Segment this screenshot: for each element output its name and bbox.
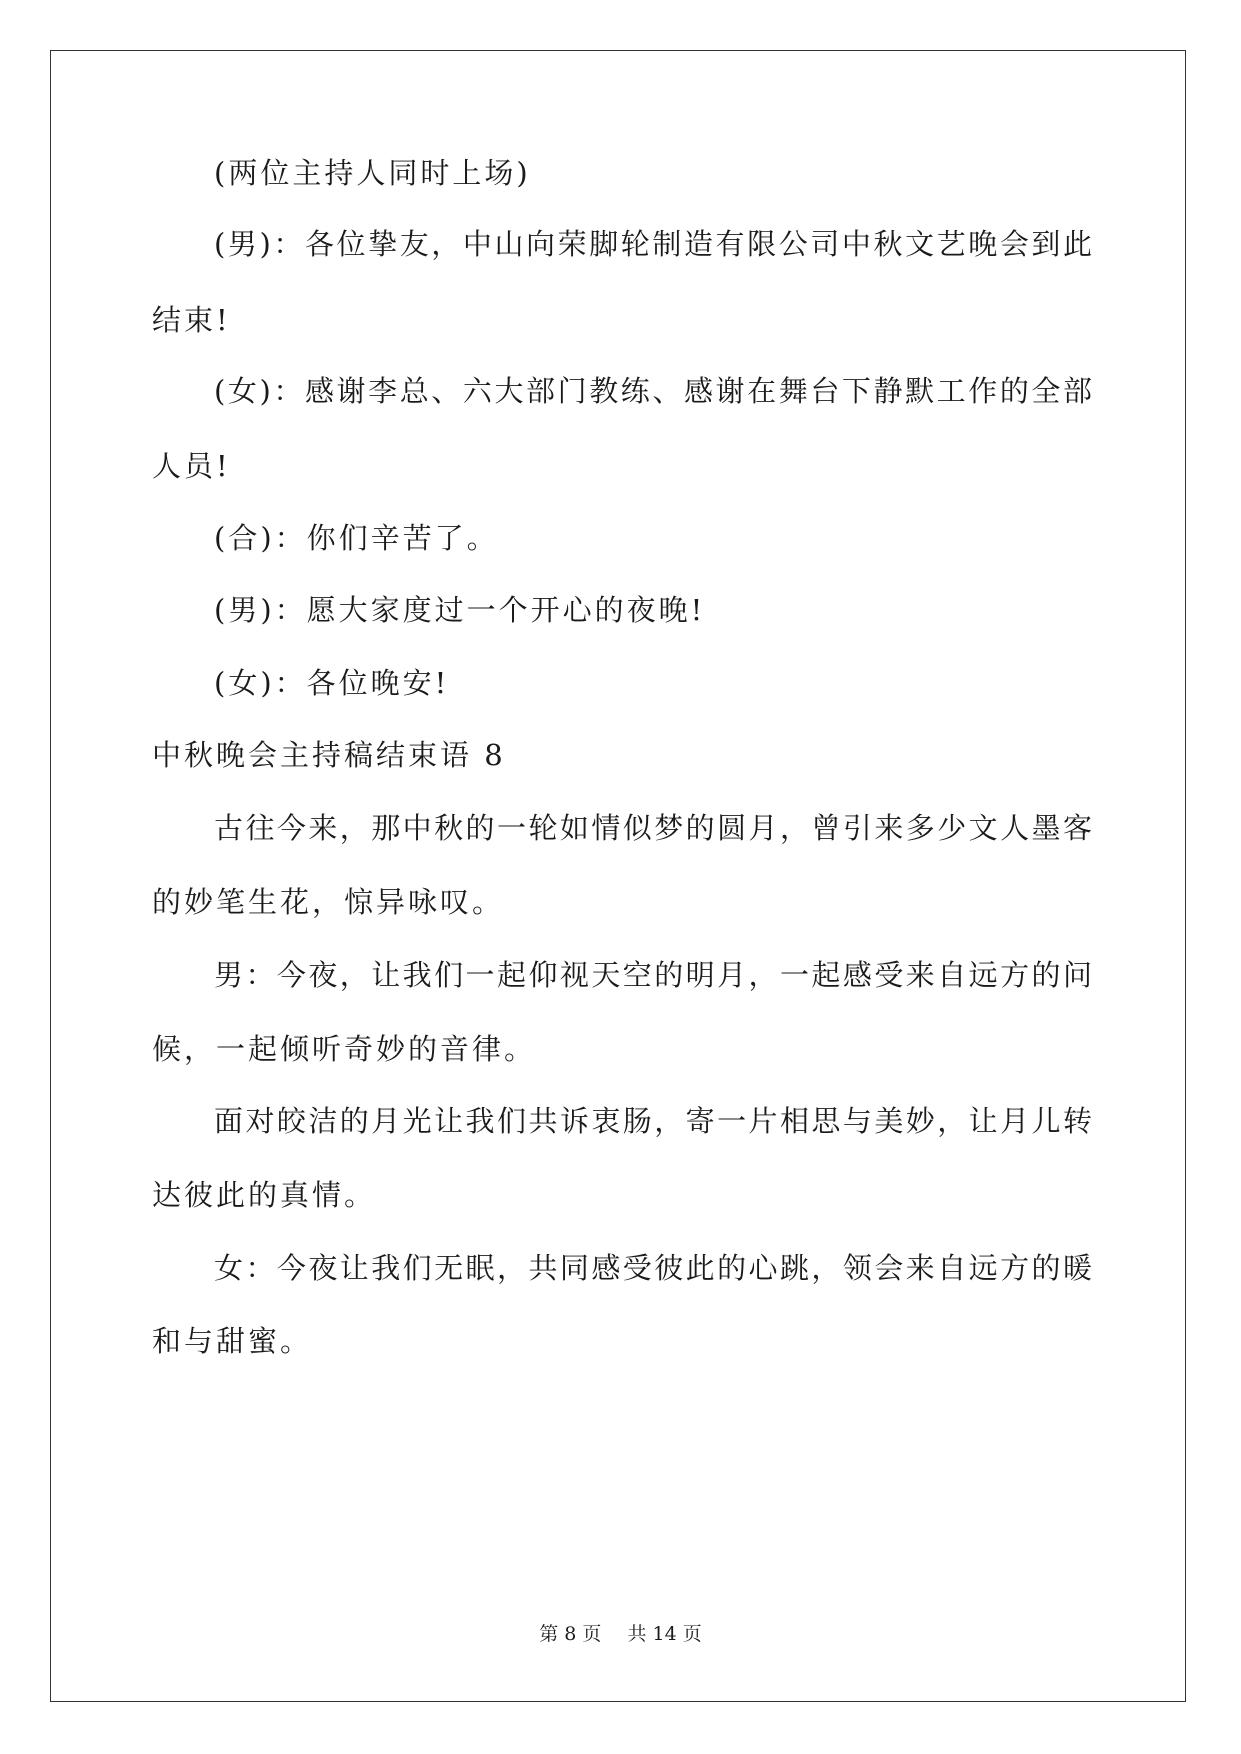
text-line: (男)：各位挚友，中山向荣脚轮制造有限公司中秋文艺晚会到此 <box>214 227 1092 261</box>
text-line: (合)：你们辛苦了。 <box>214 521 499 555</box>
text-line: (女)：感谢李总、六大部门教练、感谢在舞台下静默工作的全部 <box>214 374 1092 408</box>
total-pages: 共 14 页 <box>627 1623 702 1645</box>
text-line: 达彼此的真情。 <box>152 1178 377 1212</box>
text-line: 和与甜蜜。 <box>152 1324 313 1358</box>
text-line: 候，一起倾听奇妙的音律。 <box>152 1032 537 1066</box>
text-line: 男：今夜，让我们一起仰视天空的明月，一起感受来自远方的问 <box>214 958 1092 992</box>
page-border <box>50 50 1186 1702</box>
text-line: 古往今来，那中秋的一轮如情似梦的圆月，曾引来多少文人墨客 <box>214 811 1092 845</box>
text-line: 人员! <box>152 449 231 483</box>
text-line: (女)：各位晚安! <box>214 666 450 700</box>
section-heading: 中秋晚会主持稿结束语 8 <box>152 738 506 772</box>
text-line: (两位主持人同时上场) <box>214 156 531 190</box>
text-line: 女：今夜让我们无眠，共同感受彼此的心跳，领会来自远方的暖 <box>214 1251 1092 1285</box>
text-line: (男)：愿大家度过一个开心的夜晚! <box>214 593 706 627</box>
page-number: 第 8 页 <box>539 1623 602 1645</box>
text-line: 结束! <box>152 303 231 337</box>
text-line: 的妙笔生花，惊异咏叹。 <box>152 885 505 919</box>
page-footer <box>0 1622 1241 1646</box>
text-line: 面对皎洁的月光让我们共诉衷肠，寄一片相思与美妙，让月儿转 <box>214 1104 1092 1138</box>
